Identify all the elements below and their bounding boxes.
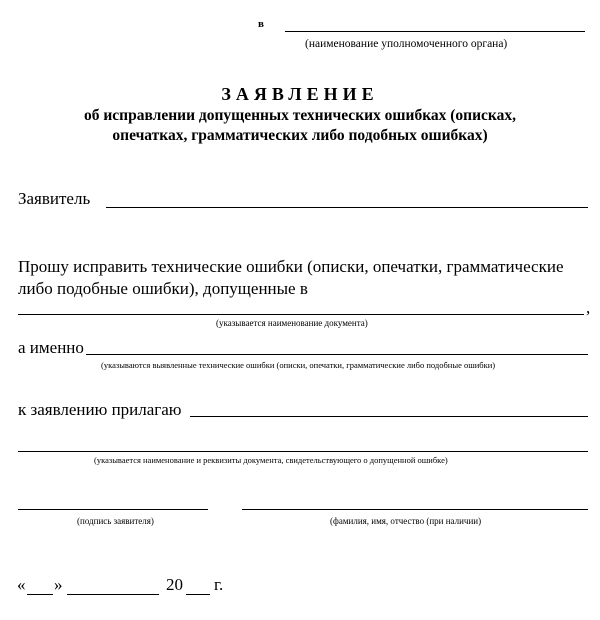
signature-caption: (подпись заявителя) [77, 516, 154, 526]
applicant-field[interactable] [106, 207, 588, 208]
document-subtitle-line2: опечатках, грамматических либо подобных ошибках) [112, 127, 488, 144]
date-day-field[interactable] [27, 594, 53, 595]
attachment-field-2[interactable] [18, 451, 588, 452]
authority-name-field[interactable] [285, 31, 585, 32]
full-name-caption: (фамилия, имя, отчество (при наличии) [330, 516, 482, 526]
attachment-label: к заявлению прилагаю [18, 400, 182, 419]
authority-caption: (наименование уполномоченного органа) [305, 38, 508, 50]
document-name-caption: (указывается наименование документа) [216, 318, 368, 328]
errors-field[interactable] [86, 354, 588, 355]
date-year-suffix: г. [214, 575, 224, 594]
request-text-line1: Прошу исправить технические ошибки (описки, опечатки, грамматические [18, 257, 564, 276]
header-prefix: в [258, 18, 264, 30]
date-year-prefix: 20 [166, 575, 183, 594]
request-text-line2: либо подобные ошибки), допущенные в [18, 279, 308, 298]
document-title: ЗАЯВЛЕНИЕ [221, 84, 379, 104]
namely-label: а именно [18, 338, 84, 357]
signature-field[interactable] [18, 509, 208, 510]
attachment-field-1[interactable] [190, 416, 588, 417]
document-subtitle-line1: об исправлении допущенных технических ошибках (описках, [83, 107, 516, 124]
full-name-field[interactable] [242, 509, 588, 510]
attachment-caption: (указывается наименование и реквизиты документа, свидетельствующего о допущенной ошибке) [94, 455, 448, 465]
errors-caption: (указываются выявленные технические ошибки (описки, опечатки, грамматические либо подобные ошибки) [101, 360, 496, 370]
request-trailing-comma: , [586, 298, 591, 317]
date-open-quote: « [17, 575, 26, 594]
date-month-field[interactable] [67, 594, 159, 595]
applicant-label: Заявитель [18, 189, 91, 208]
date-close-quote: » [54, 575, 63, 594]
date-year-field[interactable] [186, 594, 210, 595]
document-name-field[interactable] [18, 314, 584, 315]
